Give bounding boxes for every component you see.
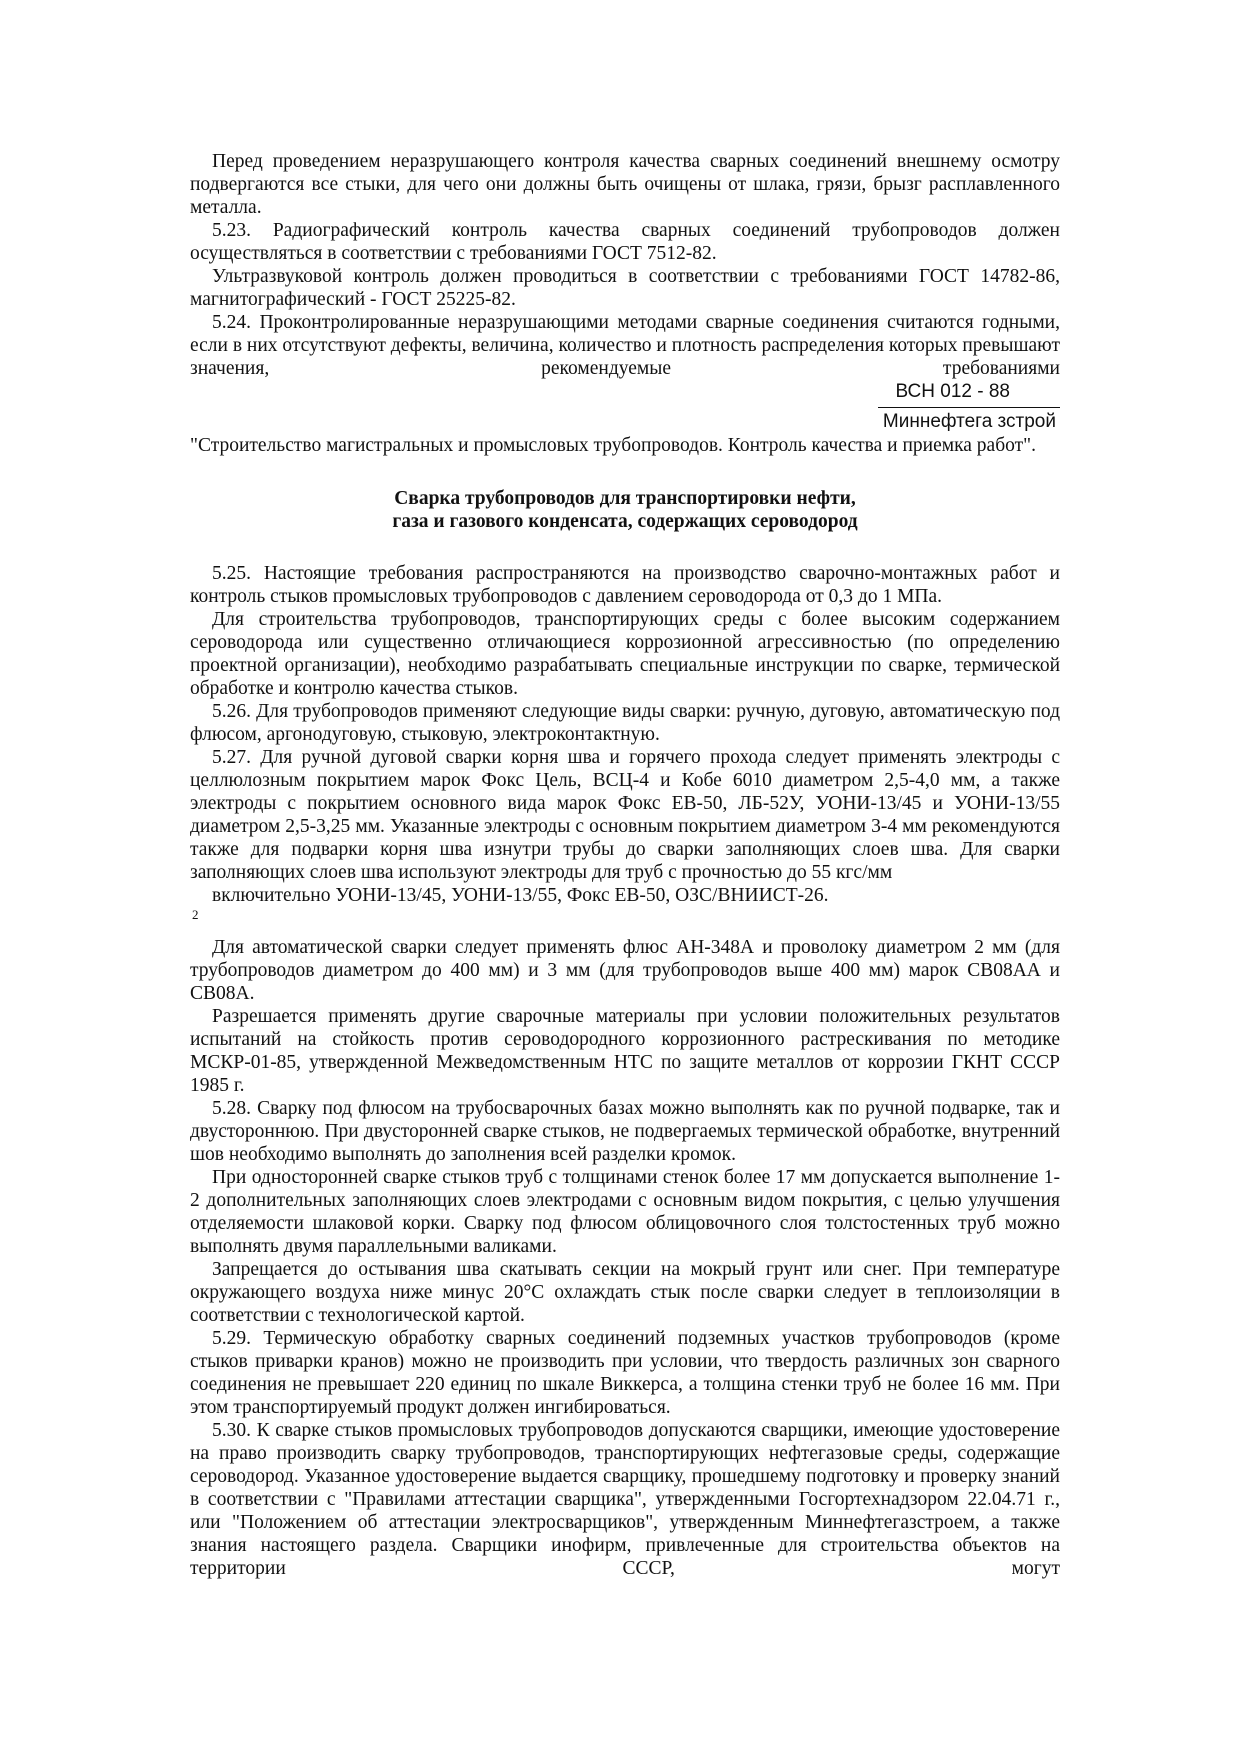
paragraph-5-23: 5.23. Радиографический контроль качества сварных соединений трубопроводов должен осуществляться в соответствии с требованиями ГОСТ 7512-82.: [190, 220, 1060, 264]
paragraph-high-h2s: Для строительства трубопроводов, транспортирующих среды с более высоким содержанием сероводорода или существенно отличающиеся коррозионной агрессивностью (по определению проектной организации), необходимо разрабатывать специальные инструкции по сварке, термической обработке и контролю качества стыков.: [190, 609, 1060, 699]
section-heading: [190, 487, 1060, 533]
standard-reference-formula: [190, 380, 1060, 434]
paragraph-5-24: 5.24. Проконтролированные неразрушающими методами сварные соединения считаются годными, если в них отсутствуют дефекты, величина, количество и плотность распределения которых превышают значения, рекомендуемые требованиями: [190, 312, 1060, 379]
paragraph-ultrasonic: Ультразвуковой контроль должен проводиться в соответствии с требованиями ГОСТ 14782-86, магнитографический - ГОСТ 25225-82.: [190, 266, 1060, 310]
formula-denominator: Миннефтега зстрой: [882, 411, 1056, 432]
section-heading-line-2: газа и газового конденсата, содержащих сероводород: [392, 511, 858, 532]
paragraph-inspection: Перед проведением неразрушающего контроля качества сварных соединений внешнему осмотру подвергаются все стыки, для чего они должны быть очищены от шлака, грязи, брызг расплавленного металла.: [190, 151, 1060, 218]
section-heading-line-1: Сварка трубопроводов для транспортировки нефти,: [394, 488, 856, 509]
paragraph-5-25: 5.25. Настоящие требования распространяются на производство сварочно-монтажных работ и контроль стыков промысловых трубопроводов с давлением сероводорода от 0,3 до 1 МПа.: [190, 563, 1060, 607]
paragraph-one-sided-welding: При односторонней сварке стыков труб с толщинами стенок более 17 мм допускается выполнение 1-2 дополнительных заполняющих слоев электродами с основным видом покрытия, с целью улучшения отделяемости шлаковой корки. Сварку под флюсом облицовочного слоя толстостенных труб можно выполнять двумя параллельными валиками.: [190, 1167, 1060, 1257]
paragraph-standard-title: "Строительство магистральных и промысловых трубопроводов. Контроль качества и приемка работ".: [190, 435, 1036, 456]
formula-numerator: ВСН 012 - 88: [895, 381, 1010, 402]
paragraph-5-27-continuation: включительно УОНИ-13/45, УОНИ-13/55, Фокс ЕВ-50, ОЗС/ВНИИСТ-26.: [212, 885, 829, 906]
paragraph-other-materials: Разрешается применять другие сварочные материалы при условии положительных результатов испытаний на стойкость против сероводородного коррозионного растрескивания по методике МСКР-01-85, утвержденной Межведомственным НТС по защите металлов от коррозии ГКНТ СССР 1985 г.: [190, 1006, 1060, 1096]
paragraph-5-29: 5.29. Термическую обработку сварных соединений подземных участков трубопроводов (кроме стыков приварки кранов) можно не производить при условии, что твердость различных зон сварного соединения не превышает 220 единиц по шкале Виккерса, а толщина стенки труб не более 16 мм. При этом транспортируемый продукт должен ингибироваться.: [190, 1328, 1060, 1418]
paragraph-5-27: 5.27. Для ручной дуговой сварки корня шва и горячего прохода следует применять электроды с целлюлозным покрытием марок Фокс Цель, ВСЦ-4 и Кобе 6010 диаметром 2,5-4,0 мм, а также электроды с покрытием основного вида марок Фокс ЕВ-50, ЛБ-52У, УОНИ-13/45 и УОНИ-13/55 диаметром 2,5-3,25 мм. Указанные электроды с основным покрытием диаметром 3-4 мм рекомендуются также для подварки корня шва изнутри трубы до сварки заполняющих слоев шва. Для сварки заполняющих слоев шва используют электроды для труб с прочностью до 55 кгс/мм: [190, 747, 1060, 883]
paragraph-automatic-welding: Для автоматической сварки следует применять флюс АН-348А и проволоку диаметром 2 мм (для трубопроводов диаметром до 400 мм) и 3 мм (для трубопроводов выше 400 мм) марок СВ08АА и СВ08А.: [190, 937, 1060, 1004]
paragraph-5-28: 5.28. Сварку под флюсом на трубосварочных базах можно выполнять как по ручной подварке, так и двустороннюю. При двусторонней сварке стыков, не подвергаемых термической обработке, внутренний шов необходимо выполнять до заполнения всей разделки кромок.: [190, 1098, 1060, 1165]
paragraph-cooling: Запрещается до остывания шва скатывать секции на мокрый грунт или снег. При температуре окружающего воздуха ниже минус 20°С охлаждать стык после сварки следует в теплоизоляции в соответствии с технологической картой.: [190, 1259, 1060, 1326]
superscript-2: 2: [192, 907, 199, 922]
document-page: [190, 150, 1060, 1580]
paragraph-5-26: 5.26. Для трубопроводов применяют следующие виды сварки: ручную, дуговую, автоматическую под флюсом, аргонодуговую, стыковую, электроконтактную.: [190, 701, 1060, 745]
formula-fraction-bar: [878, 407, 1060, 408]
paragraph-5-30: 5.30. К сварке стыков промысловых трубопроводов допускаются сварщики, имеющие удостоверение на право производить сварку трубопроводов, транспортирующих нефтегазовые среды, содержащие сероводород. Указанное удостоверение выдается сварщику, прошедшему подготовку и проверку знаний в соответствии с "Правилами аттестации сварщика", утвержденными Госгортехнадзором 22.04.71 г., или "Положением об аттестации электросварщиков", утвержденным Миннефтегазстроем, а также знания настоящего раздела. Сварщики инофирм, привлеченные для строительства объектов на территории СССР, могут: [190, 1420, 1060, 1579]
